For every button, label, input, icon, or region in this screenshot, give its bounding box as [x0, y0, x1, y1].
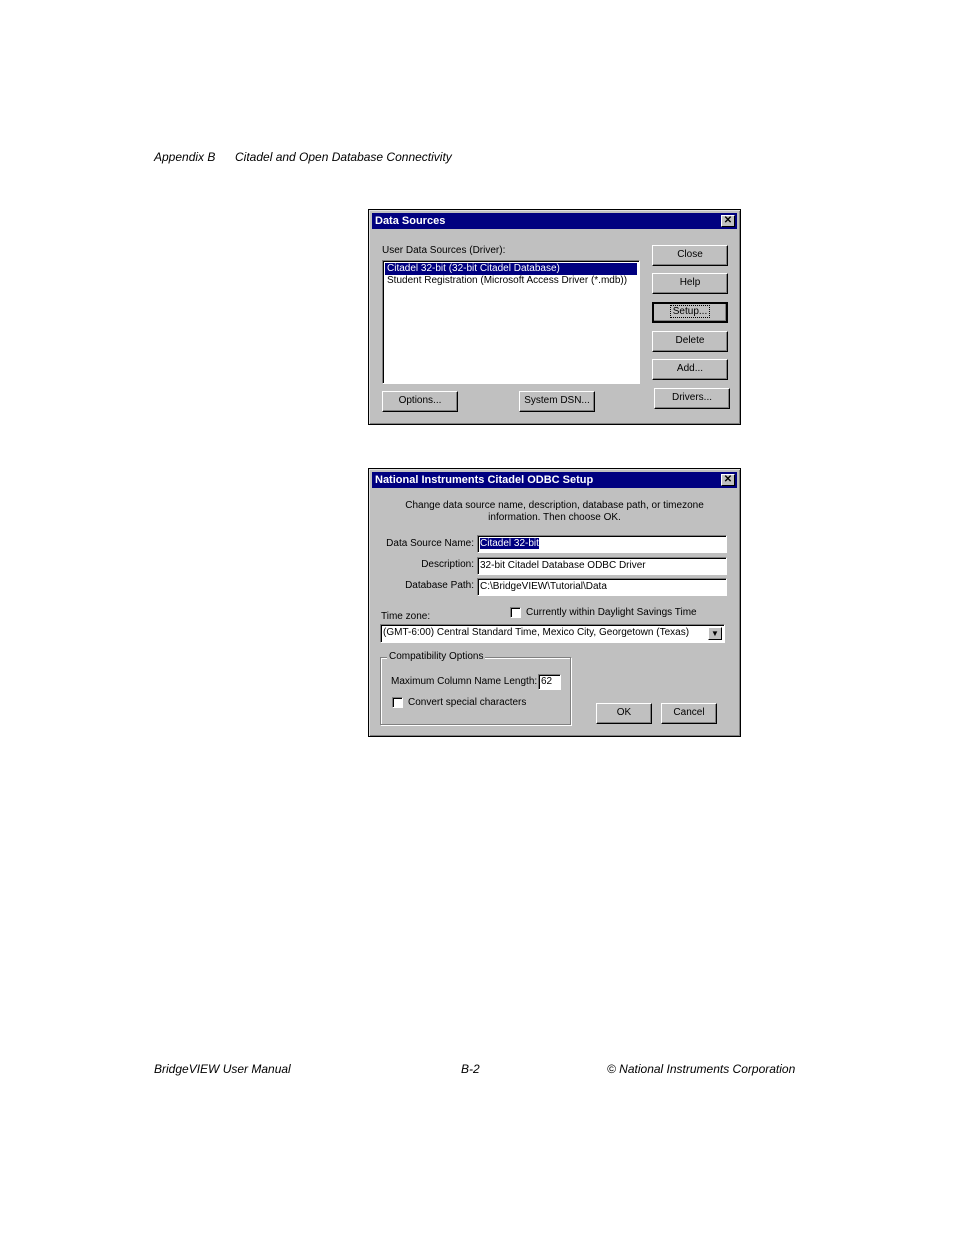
compatibility-group [380, 657, 571, 725]
cancel-button[interactable]: Cancel [661, 703, 717, 724]
ok-button[interactable]: OK [596, 703, 652, 724]
instruction-line-1: Change data source name, description, database path, or timezone [405, 500, 704, 511]
compatibility-label: Compatibility Options [389, 651, 484, 662]
instruction-line-2: information. Then choose OK. [488, 512, 621, 523]
dsn-field[interactable] [477, 535, 727, 553]
setup-button[interactable] [652, 302, 728, 323]
data-sources-titlebar [372, 213, 737, 229]
help-button[interactable]: Help [652, 273, 728, 294]
options-button[interactable]: Options... [382, 391, 458, 412]
close-icon[interactable]: ✕ [721, 215, 735, 227]
system-dsn-button[interactable]: System DSN... [519, 391, 595, 412]
odbc-setup-dialog [368, 468, 741, 737]
list-item[interactable]: Citadel 32-bit (32-bit Citadel Database) [385, 263, 637, 275]
time-zone-label: Time zone: [381, 611, 431, 622]
chevron-down-icon[interactable]: ▼ [708, 627, 722, 640]
data-sources-title: Data Sources [375, 215, 446, 227]
user-data-sources-label: User Data Sources (Driver): [382, 245, 506, 256]
dst-label: Currently within Daylight Savings Time [526, 607, 697, 618]
max-column-field[interactable]: 62 [538, 674, 561, 690]
data-sources-list[interactable] [382, 260, 640, 384]
drivers-button[interactable]: Drivers... [654, 388, 730, 409]
database-path-label: Database Path: [405, 580, 474, 591]
header-title: Citadel and Open Database Connectivity [235, 150, 452, 164]
add-button[interactable]: Add... [652, 359, 728, 380]
database-path-field[interactable]: C:\BridgeVIEW\Tutorial\Data [477, 578, 727, 596]
close-icon[interactable]: ✕ [721, 474, 735, 486]
description-label: Description: [421, 559, 474, 570]
delete-button[interactable]: Delete [652, 331, 728, 352]
time-zone-value: (GMT-6:00) Central Standard Time, Mexico City, Georgetown (Texas) [383, 627, 690, 638]
convert-checkbox[interactable] [392, 697, 403, 708]
dsn-value: Citadel 32-bit [480, 538, 539, 549]
description-field[interactable]: 32-bit Citadel Database ODBC Driver [477, 557, 727, 575]
odbc-setup-title: National Instruments Citadel ODBC Setup [375, 474, 594, 486]
header-section: Appendix B [154, 150, 216, 164]
odbc-setup-titlebar [372, 472, 737, 488]
dsn-label: Data Source Name: [386, 538, 474, 549]
close-button[interactable]: Close [652, 245, 728, 266]
convert-label: Convert special characters [408, 697, 527, 708]
dst-checkbox[interactable] [510, 607, 521, 618]
footer-page-number: B-2 [461, 1062, 480, 1076]
setup-button-label: Setup... [672, 306, 708, 317]
max-column-label: Maximum Column Name Length: [391, 676, 538, 687]
footer-copyright: © National Instruments Corporation [607, 1062, 796, 1076]
time-zone-select[interactable] [380, 624, 725, 643]
list-item[interactable]: Student Registration (Microsoft Access Driver (*.mdb)) [387, 275, 628, 286]
footer-manual: BridgeVIEW User Manual [154, 1062, 291, 1076]
data-sources-dialog [368, 209, 741, 425]
